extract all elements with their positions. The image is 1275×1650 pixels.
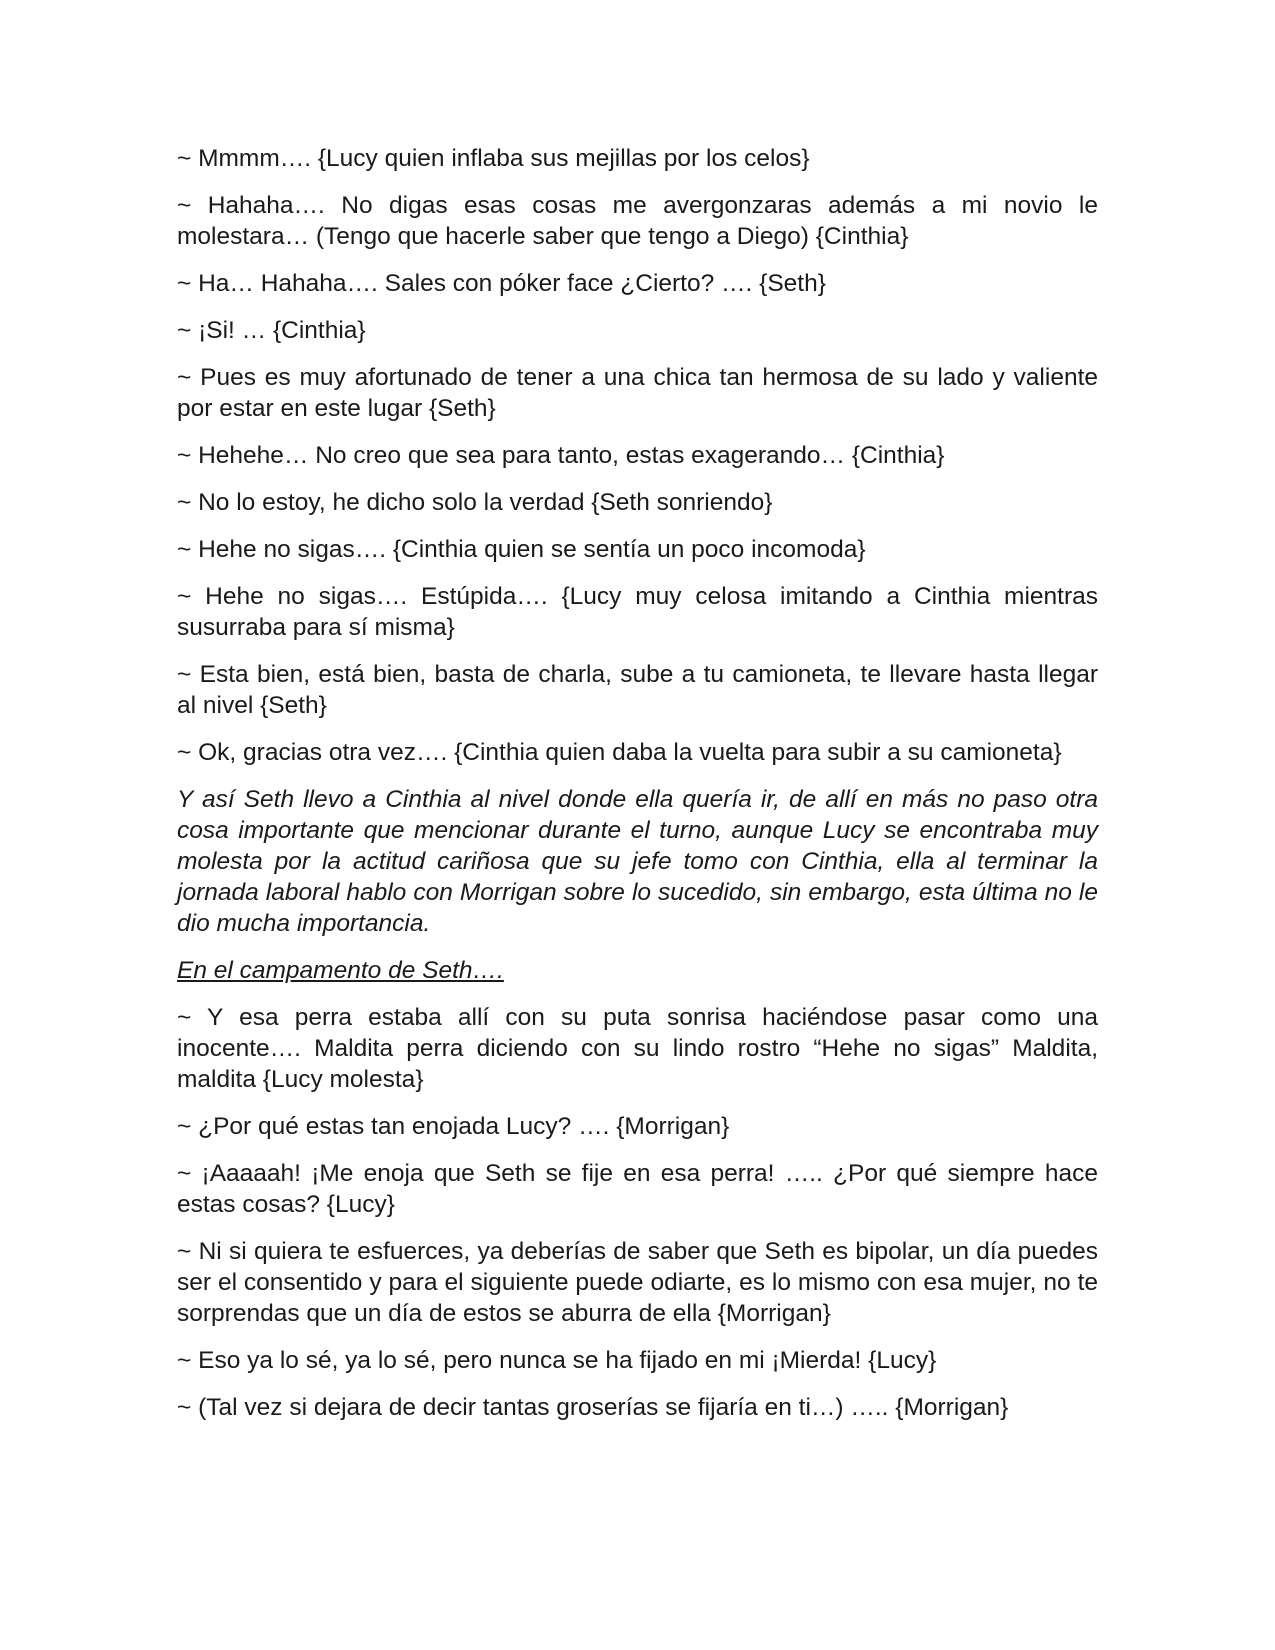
dialogue-line: ~ Esta bien, está bien, basta de charla, sube a tu camioneta, te llevare hasta llegar al nivel {Seth} — [177, 661, 1098, 719]
dialogue-line: ~ Ok, gracias otra vez…. {Cinthia quien daba la vuelta para subir a su camioneta} — [177, 739, 1062, 766]
dialogue-line: ~ Mmmm…. {Lucy quien inflaba sus mejillas por los celos} — [177, 145, 810, 172]
dialogue-line: ~ Hehehe… No creo que sea para tanto, estas exagerando… {Cinthia} — [177, 442, 945, 469]
scene-heading: En el campamento de Seth…. — [177, 957, 504, 984]
dialogue-line: ~ No lo estoy, he dicho solo la verdad {Seth sonriendo} — [177, 489, 773, 516]
dialogue-line: ~ Hehe no sigas…. {Cinthia quien se sentía un poco incomoda} — [177, 536, 866, 563]
narration-paragraph: Y así Seth llevo a Cinthia al nivel donde ella quería ir, de allí en más no paso otra cosa importante que mencionar durante el turno, aunque Lucy se encontraba muy molesta por la actitud cariñosa que su jefe tomo con Cinthia, ella al terminar la jornada laboral hablo con Morrigan sobre lo sucedido, sin embargo, esta última no le dio mucha importancia. — [177, 786, 1098, 937]
dialogue-line: ~ Ha… Hahaha…. Sales con póker face ¿Cierto? …. {Seth} — [177, 270, 826, 297]
dialogue-line: ~ ¡Si! … {Cinthia} — [177, 317, 366, 344]
dialogue-line: ~ ¡Aaaaah! ¡Me enoja que Seth se fije en esa perra! ….. ¿Por qué siempre hace estas cosas? {Lucy} — [177, 1160, 1098, 1218]
dialogue-line: ~ Hahaha…. No digas esas cosas me avergonzaras además a mi novio le molestara… (Tengo que hacerle saber que tengo a Diego) {Cinthia} — [177, 192, 1098, 250]
dialogue-line: ~ Ni si quiera te esfuerces, ya deberías de saber que Seth es bipolar, un día puedes ser el consentido y para el siguiente puede odiarte, es lo mismo con esa mujer, no te sorprendas que un día de estos se aburra de ella {Morrigan} — [177, 1238, 1098, 1327]
dialogue-line: ~ ¿Por qué estas tan enojada Lucy? …. {Morrigan} — [177, 1113, 730, 1140]
dialogue-line: ~ Hehe no sigas…. Estúpida…. {Lucy muy celosa imitando a Cinthia mientras susurraba para sí misma} — [177, 583, 1098, 641]
dialogue-line: ~ Eso ya lo sé, ya lo sé, pero nunca se ha fijado en mi ¡Mierda! {Lucy} — [177, 1347, 937, 1374]
dialogue-line: ~ Pues es muy afortunado de tener a una chica tan hermosa de su lado y valiente por estar en este lugar {Seth} — [177, 364, 1098, 422]
document-body — [177, 143, 1098, 1439]
dialogue-line: ~ Y esa perra estaba allí con su puta sonrisa haciéndose pasar como una inocente…. Maldita perra diciendo con su lindo rostro “Hehe no sigas” Maldita, maldita {Lucy molesta} — [177, 1004, 1098, 1093]
dialogue-line: ~ (Tal vez si dejara de decir tantas groserías se fijaría en ti…) ….. {Morrigan} — [177, 1394, 1009, 1421]
